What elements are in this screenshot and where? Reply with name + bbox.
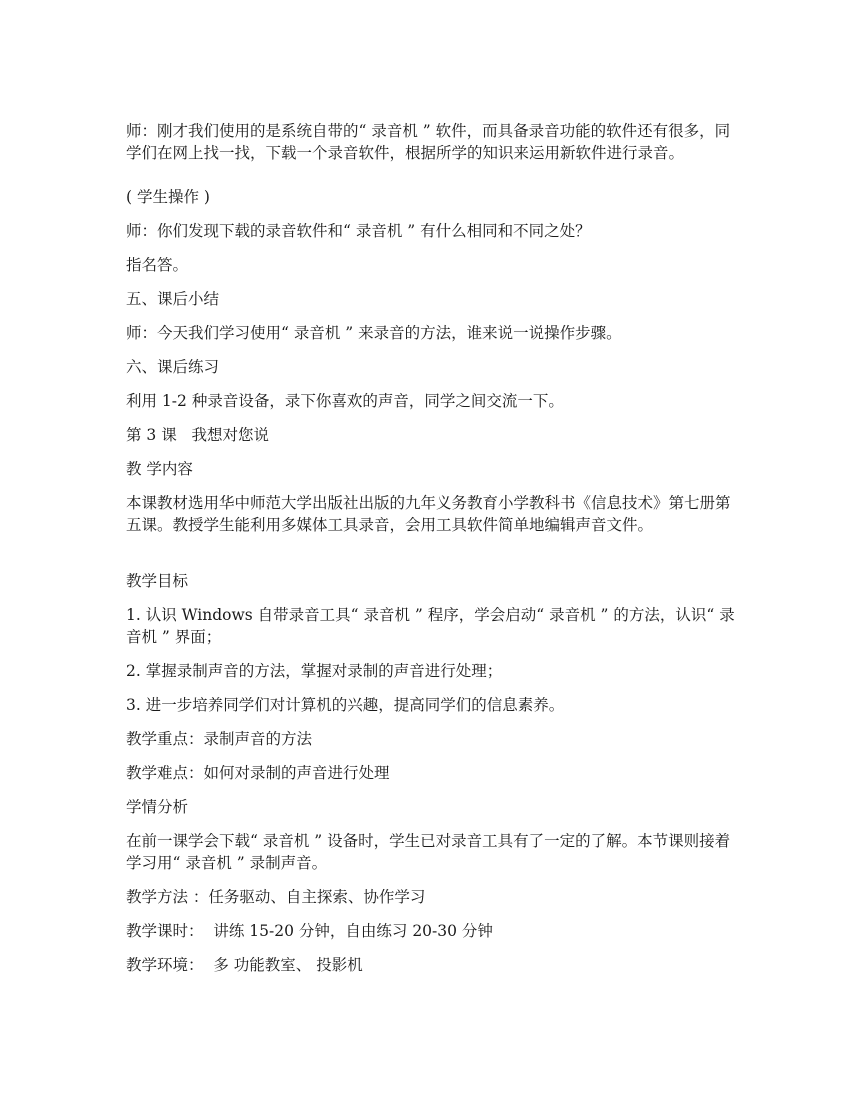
goal-item-3: 3. 进一步培养同学们对计算机的兴趣，提高同学们的信息素养。 (126, 696, 565, 714)
teaching-environment: 教学环境： 多 功能教室、 投影机 (126, 956, 363, 974)
section-heading-content: 教 学内容 (126, 460, 193, 478)
goal-item-1: 1. 认识 Windows 自带录音工具“ 录音机 ” 程序，学会启动“ 录音机 ” 的方法，认识“ 录音机 ” 界面； (126, 606, 735, 646)
section-heading-goals: 教学目标 (126, 572, 189, 590)
paragraph-6: 师：今天我们学习使用“ 录音机 ” 来录音的方法，谁来说一说操作步骤。 (126, 324, 622, 342)
section-heading-exercise: 六、课后练习 (126, 358, 220, 376)
lesson-title: 第 3 课 我想对您说 (126, 426, 269, 444)
key-point: 教学重点：录制声音的方法 (126, 730, 313, 748)
teaching-hours: 教学课时： 讲练 15-20 分钟，自由练习 20-30 分钟 (126, 922, 493, 940)
section-heading-analysis: 学情分析 (126, 798, 189, 816)
paragraph-2: ( 学生操作 ) (126, 188, 210, 206)
section-heading-summary: 五、课后小结 (126, 290, 220, 308)
difficult-point: 教学难点：如何对录制的声音进行处理 (126, 764, 390, 782)
goal-item-2: 2. 掌握录制声音的方法，掌握对录制的声音进行处理； (126, 662, 503, 680)
paragraph-1: 师：刚才我们使用的是系统自带的“ 录音机 ” 软件，而具备录音功能的软件还有很多，同学们在网上找一找，下载一个录音软件，根据所学的知识来运用新软件进行录音。 (126, 122, 731, 162)
teaching-method: 教学方法 ：任务驱动、自主探索、协作学习 (126, 888, 426, 906)
paragraph-3: 师：你们发现下载的录音软件和“ 录音机 ” 有什么相同和不同之处？ (126, 222, 591, 240)
paragraph-8: 利用 1-2 种录音设备，录下你喜欢的声音，同学之间交流一下。 (126, 392, 564, 410)
paragraph-4: 指名答。 (126, 256, 189, 274)
paragraph-19: 在前一课学会下载“ 录音机 ” 设备时，学生已对录音工具有了一定的了解。本节课则接着学习用“ 录音机 ” 录制声音。 (126, 832, 731, 872)
paragraph-11: 本课教材选用华中师范大学出版社出版的九年义务教育小学教科书《信息技术》第七册第五课。教授学生能利用多媒体工具录音，会用工具软件简单地编辑声音文件。 (126, 494, 731, 534)
